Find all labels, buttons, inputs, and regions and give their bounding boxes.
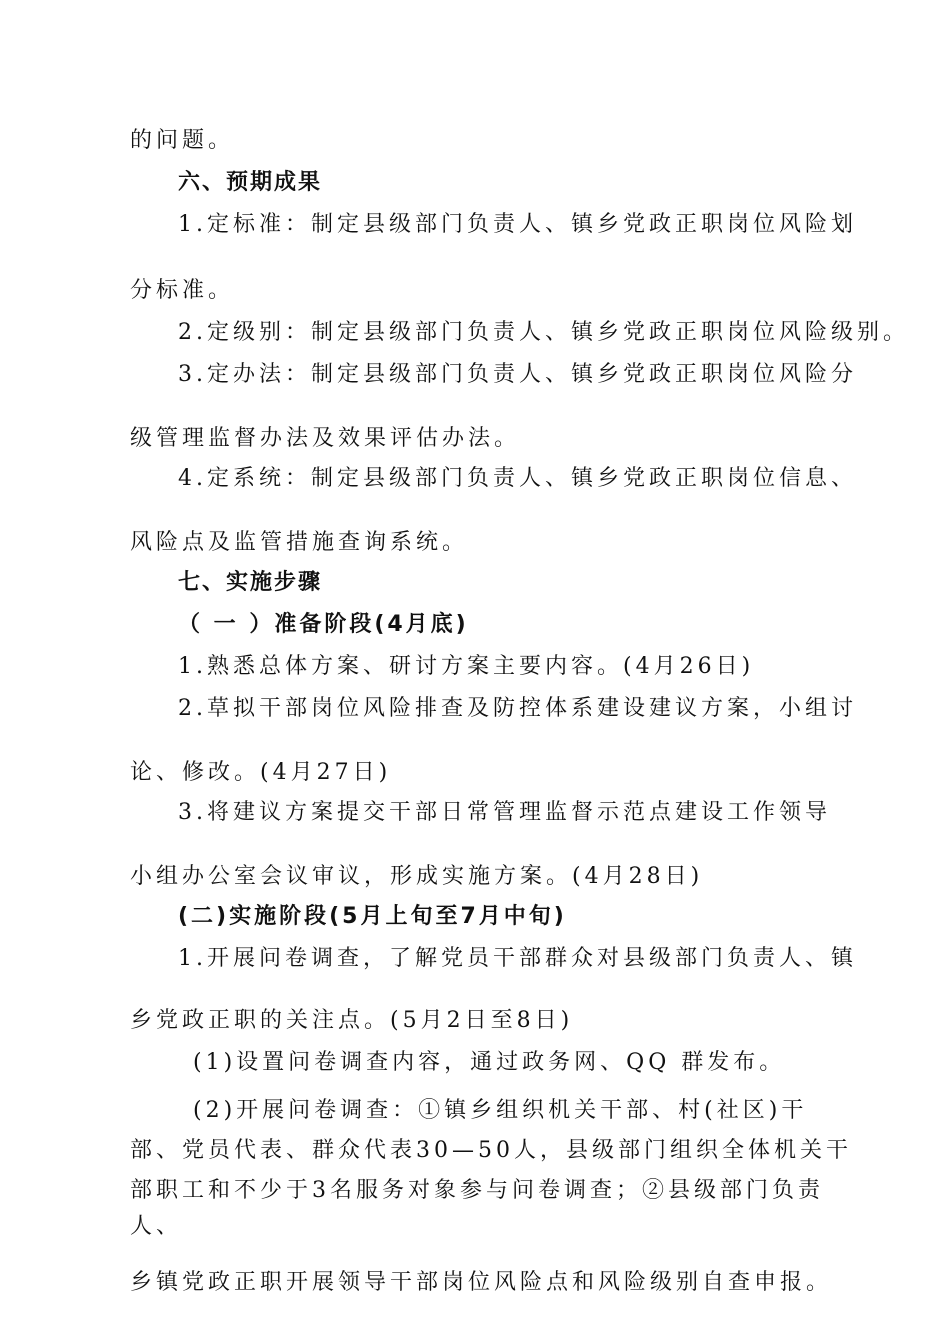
list-item-1-line-1: 1.定标准：制定县级部门负责人、镇乡党政正职岗位风险划 — [178, 212, 857, 237]
prep-item-2-line-1: 2.草拟干部岗位风险排查及防控体系建设建议方案，小组讨 — [178, 696, 857, 721]
impl-subitem-2-line-1: (2)开展问卷调查：①镇乡组织机关干部、村(社区)干 — [193, 1098, 808, 1123]
impl-item-1-line-2: 乡党政正职的关注点。(5月2日至8日) — [130, 1008, 574, 1033]
impl-subitem-2-line-4: 人、 — [130, 1214, 183, 1239]
list-item-3-line-2: 级管理监督办法及效果评估办法。 — [130, 426, 521, 451]
list-item-3-line-1: 3.定办法：制定县级部门负责人、镇乡党政正职岗位风险分 — [178, 362, 857, 387]
section-heading-expected-results: 六、预期成果 — [178, 170, 323, 195]
impl-subitem-2-line-5: 乡镇党政正职开展领导干部岗位风险点和风险级别自查申报。 — [130, 1270, 833, 1295]
paragraph-continuation: 的问题。 — [130, 128, 235, 153]
subheading-preparation-stage: （ 一 ）准备阶段(4月底) — [178, 612, 469, 637]
section-heading-implementation-steps: 七、实施步骤 — [178, 570, 323, 595]
prep-item-3-line-1: 3.将建议方案提交干部日常管理监督示范点建设工作领导 — [178, 800, 831, 825]
list-item-4-line-1: 4.定系统：制定县级部门负责人、镇乡党政正职岗位信息、 — [178, 466, 857, 491]
impl-subitem-1: (1)设置问卷调查内容，通过政务网、QQ 群发布。 — [193, 1050, 786, 1075]
prep-item-1: 1.熟悉总体方案、研讨方案主要内容。(4月26日) — [178, 654, 755, 679]
list-item-4-line-2: 风险点及监管措施查询系统。 — [130, 530, 469, 555]
prep-item-2-line-2: 论、修改。(4月27日) — [130, 760, 392, 785]
impl-subitem-2-line-2: 部、党员代表、群众代表30—50人，县级部门组织全体机关干 — [130, 1138, 852, 1163]
subheading-implementation-stage: (二)实施阶段(5月上旬至7月中旬) — [178, 904, 567, 929]
prep-item-3-line-2: 小组办公室会议审议，形成实施方案。(4月28日) — [130, 864, 704, 889]
impl-subitem-2-line-3: 部职工和不少于3名服务对象参与问卷调查；②县级部门负责 — [130, 1178, 824, 1203]
list-item-1-line-2: 分标准。 — [130, 278, 235, 303]
list-item-2: 2.定级别：制定县级部门负责人、镇乡党政正职岗位风险级别。 — [178, 320, 909, 345]
impl-item-1-line-1: 1.开展问卷调查，了解党员干部群众对县级部门负责人、镇 — [178, 946, 857, 971]
